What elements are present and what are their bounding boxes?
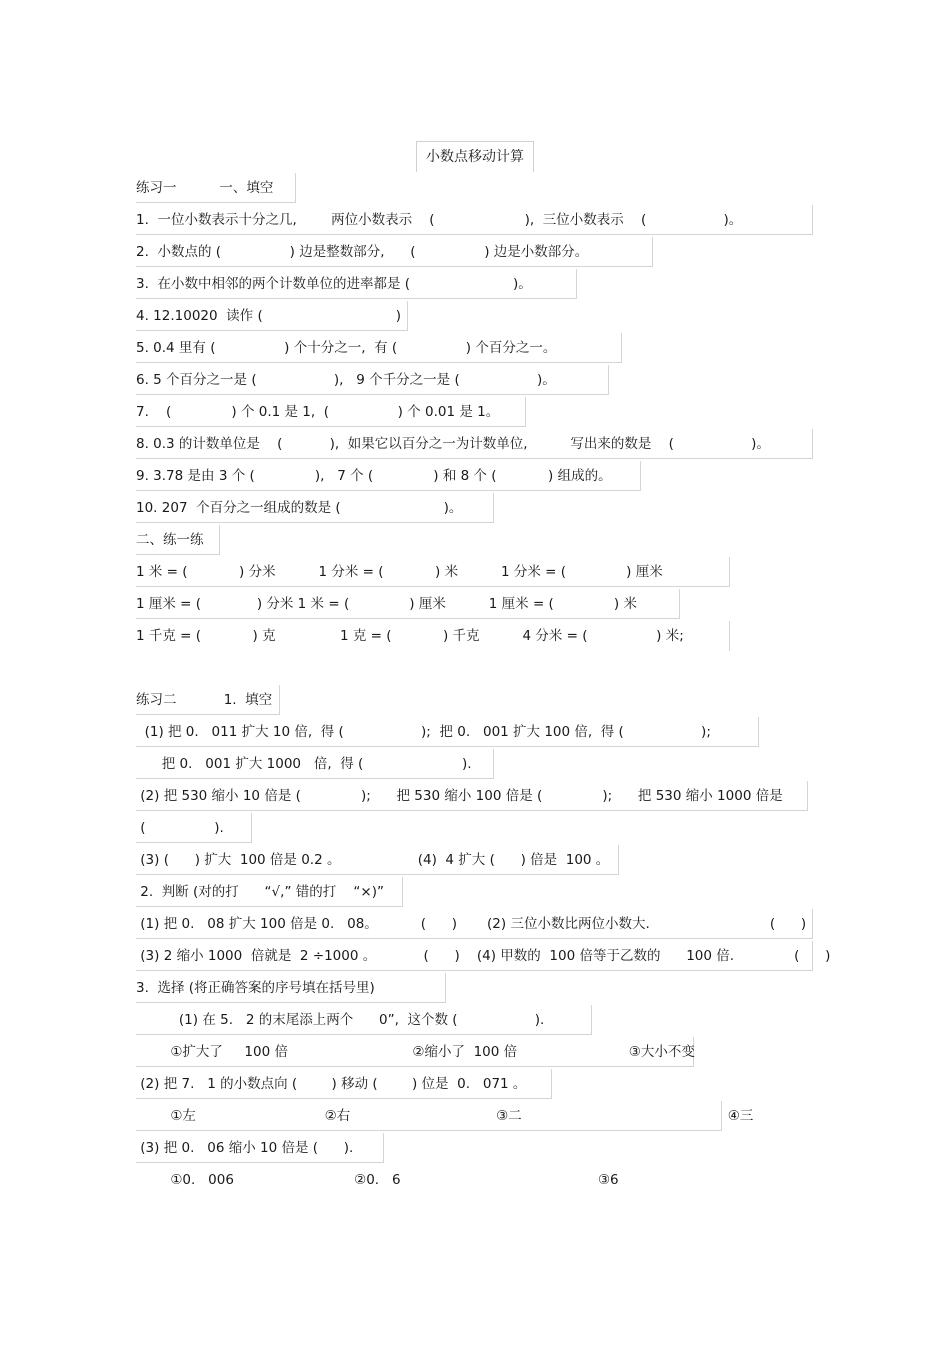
judge-line: (1) 把 0. 08 扩大 100 倍是 0. 08。 ( ) (2) 三位小数比两位小数大. ( ) <box>136 909 813 939</box>
question-line: 2. 小数点的 ( ) 边是整数部分, ( ) 边是小数部分。 <box>136 237 653 267</box>
conversion-line: 1 千克 = ( ) 克 1 克 = ( ) 千克 4 分米 = ( ) 米; <box>136 621 730 651</box>
question-line: 3. 在小数中相邻的两个计数单位的进率都是 ( )。 <box>136 269 577 299</box>
question-line: 10. 207 个百分之一组成的数是 ( )。 <box>136 493 494 523</box>
question-line: ( ). <box>136 813 252 843</box>
choice-options: ①0. 006 ②0. 6 ③6 <box>136 1172 619 1188</box>
question-line: (2) 把 530 缩小 10 倍是 ( ); 把 530 缩小 100 倍是 ( ); 把 530 缩小 1000 倍是 <box>136 781 808 811</box>
question-line: 4. 12.10020 读作 ( ) <box>136 301 408 331</box>
question-line: (3) ( ) 扩大 100 倍是 0.2 。 (4) 4 扩大 ( ) 倍是 100 。 <box>136 845 619 875</box>
section-3-heading: 练习二 1. 填空 <box>136 685 280 715</box>
choice-question: (3) 把 0. 06 缩小 10 倍是 ( ). <box>136 1133 384 1163</box>
section-judge-heading: 2. 判断 (对的打 “√,” 错的打 “×)” <box>136 877 403 907</box>
question-line: 8. 0.3 的计数单位是 ( ), 如果它以百分之一为计数单位, 写出来的数是 ( )。 <box>136 429 813 459</box>
question-line: 6. 5 个百分之一是 ( ), 9 个千分之一是 ( )。 <box>136 365 609 395</box>
choice-options: ①扩大了 100 倍 ②缩小了 100 倍 ③大小不变 <box>136 1037 694 1067</box>
page-title: 小数点移动计算 <box>416 141 534 172</box>
question-line: 9. 3.78 是由 3 个 ( ), 7 个 ( ) 和 8 个 ( ) 组成的。 <box>136 461 641 491</box>
section-choice-heading: 3. 选择 (将正确答案的序号填在括号里) <box>136 973 446 1003</box>
choice-options: ①左 ②右 ③二 ④三 <box>136 1101 722 1131</box>
judge-line: (3) 2 缩小 1000 倍就是 2 ÷1000 。 ( ) (4) 甲数的 100 倍等于乙数的 100 倍. ( ) <box>136 941 813 971</box>
section-1-heading: 练习一 一、填空 <box>136 173 296 203</box>
question-line: 5. 0.4 里有 ( ) 个十分之一, 有 ( ) 个百分之一。 <box>136 333 622 363</box>
choice-question: (1) 在 5. 2 的末尾添上两个 0”, 这个数 ( ). <box>136 1005 592 1035</box>
question-line: 7. ( ) 个 0.1 是 1, ( ) 个 0.01 是 1。 <box>136 397 526 427</box>
question-line: 把 0. 001 扩大 1000 倍, 得 ( ). <box>136 749 494 779</box>
choice-question: (2) 把 7. 1 的小数点向 ( ) 移动 ( ) 位是 0. 071 。 <box>136 1069 552 1099</box>
conversion-line: 1 米 = ( ) 分米 1 分米 = ( ) 米 1 分米 = ( ) 厘米 <box>136 557 730 587</box>
question-line: 1. 一位小数表示十分之几, 两位小数表示 ( ), 三位小数表示 ( )。 <box>136 205 813 235</box>
section-2-heading: 二、练一练 <box>136 525 220 555</box>
question-line: (1) 把 0. 011 扩大 10 倍, 得 ( ); 把 0. 001 扩大 100 倍, 得 ( ); <box>136 717 759 747</box>
conversion-line: 1 厘米 = ( ) 分米 1 米 = ( ) 厘米 1 厘米 = ( ) 米 <box>136 589 680 619</box>
